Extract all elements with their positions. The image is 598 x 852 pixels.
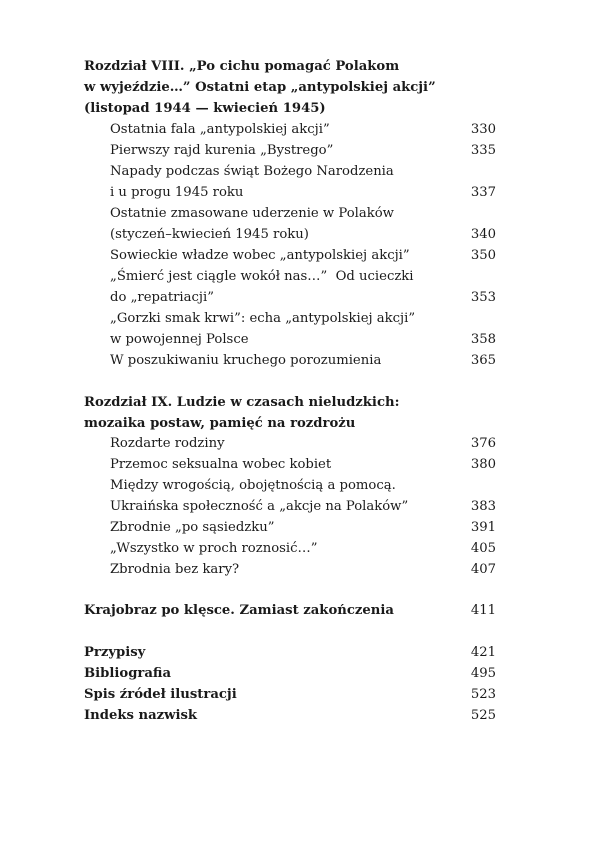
page-number: 376 (470, 436, 496, 451)
entry-text: „Wszystko w proch roznosić…” (110, 541, 318, 556)
toc-entry (110, 119, 496, 140)
backmatter-entry (84, 705, 496, 726)
backmatter-entry (84, 642, 496, 663)
toc-entry (110, 266, 496, 308)
backmatter-title: Indeks nazwisk (84, 708, 198, 723)
chapter-8-title (84, 56, 504, 119)
toc-entry (110, 517, 496, 538)
page-number: 391 (470, 520, 496, 535)
toc-entry (110, 496, 496, 517)
page-number: 380 (470, 457, 496, 472)
page-number: 335 (470, 143, 496, 158)
toc-entry (110, 245, 496, 266)
conclusion-title: Krajobraz po klęsce. Zamiast zakończenia (84, 603, 394, 618)
entry-text: Rozdarte rodziny (110, 436, 225, 451)
page-number: 337 (470, 185, 496, 200)
chapter-9-title-line: Rozdział IX. Ludzie w czasach nieludzkich: (84, 395, 400, 410)
entry-text: Przemoc seksualna wobec kobiet (110, 457, 332, 472)
toc-entry (110, 350, 496, 371)
page-number: 411 (470, 603, 496, 618)
entry-text: „Śmierć jest ciągle wokół nas…” Od ucieczki (110, 269, 414, 284)
entry-text: Ostatnia fala „antypolskiej akcji” (110, 122, 330, 137)
page-number: 353 (470, 290, 496, 305)
page-number: 350 (470, 248, 496, 263)
toc-entry (110, 161, 496, 203)
chapter-9-title (84, 392, 504, 434)
chapter-9-title-line: mozaika postaw, pamięć na rozdrożu (84, 416, 356, 431)
entry-text: Napady podczas świąt Bożego Narodzenia (110, 164, 394, 179)
toc-entry (110, 308, 496, 350)
toc-entry (110, 433, 496, 454)
page-number: 383 (470, 499, 496, 514)
page-number: 330 (470, 122, 496, 137)
entry-text: w powojennej Polsce (110, 332, 249, 347)
page-number: 407 (470, 562, 496, 577)
page-number: 523 (470, 687, 496, 702)
toc-entry (110, 475, 496, 496)
chapter-8-title-line: w wyjeździe…” Ostatni etap „antypolskiej akcji” (84, 80, 436, 95)
entry-text: Ostatnie zmasowane uderzenie w Polaków (110, 206, 394, 221)
entry-text: „Gorzki smak krwi”: echa „antypolskiej akcji” (110, 311, 416, 326)
entry-text: Zbrodnie „po sąsiedzku” (110, 520, 275, 535)
entry-text: Sowieckie władze wobec „antypolskiej akcji” (110, 248, 410, 263)
entry-text: W poszukiwaniu kruchego porozumienia (110, 353, 382, 368)
page-number: 525 (470, 708, 496, 723)
backmatter-title: Spis źródeł ilustracji (84, 687, 237, 702)
entry-text: (styczeń–kwiecień 1945 roku) (110, 227, 309, 242)
toc-entry (110, 538, 496, 559)
page-number: 340 (470, 227, 496, 242)
entry-text: Zbrodnia bez kary? (110, 562, 240, 577)
backmatter-entry (84, 663, 496, 684)
page-number: 495 (470, 666, 496, 681)
backmatter-title: Przypisy (84, 645, 146, 660)
page-number: 421 (470, 645, 496, 660)
toc-entry (110, 454, 496, 475)
toc-entry (110, 140, 496, 161)
page-number: 358 (470, 332, 496, 347)
backmatter-title: Bibliografia (84, 666, 172, 681)
entry-text: do „repatriacji” (110, 290, 214, 305)
toc-entry (110, 559, 496, 580)
page-number: 405 (470, 541, 496, 556)
toc-entry (110, 203, 496, 245)
backmatter-entry (84, 684, 496, 705)
page-number: 365 (470, 353, 496, 368)
chapter-8-title-line: Rozdział VIII. „Po cichu pomagać Polakom (84, 59, 400, 74)
entry-text: i u progu 1945 roku (110, 185, 244, 200)
chapter-8-title-line: (listopad 1944 — kwiecień 1945) (84, 101, 326, 116)
entry-text: Między wrogością, obojętnością a pomocą. (110, 478, 396, 493)
entry-text: Pierwszy rajd kurenia „Bystrego” (110, 143, 334, 158)
conclusion-entry (84, 600, 496, 621)
entry-text: Ukraińska społeczność a „akcje na Polaków” (110, 499, 409, 514)
